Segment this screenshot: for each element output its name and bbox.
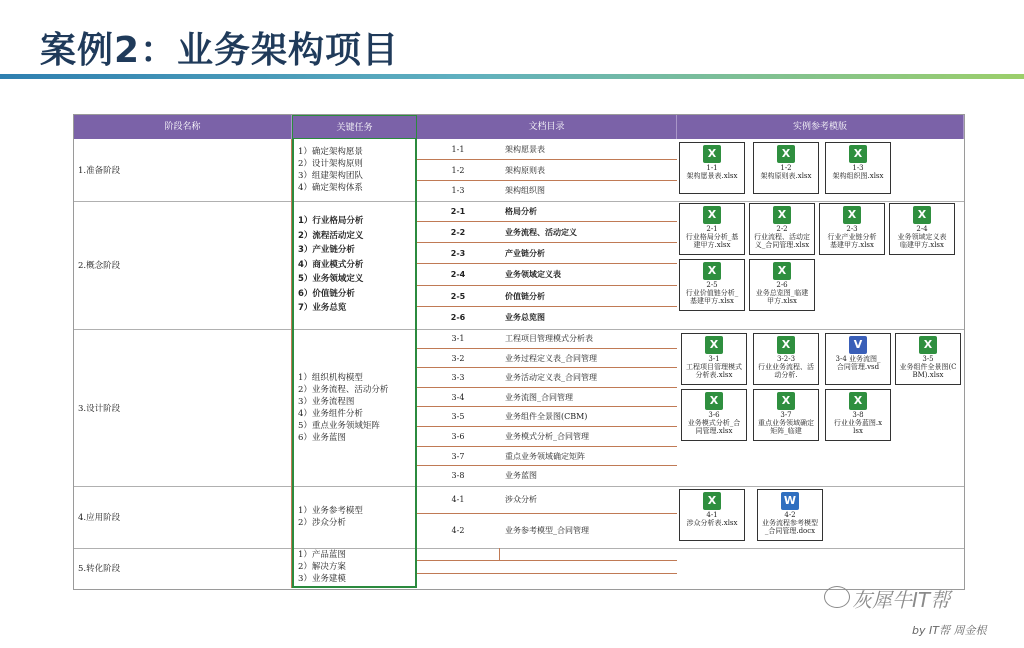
task-item: 2）流程活动定义 bbox=[298, 230, 364, 241]
excel-file-icon: X bbox=[703, 492, 721, 510]
task-item: 6）价值链分析 bbox=[298, 288, 355, 299]
excel-file-icon: X bbox=[705, 336, 723, 354]
task-item: 7）业务总览 bbox=[298, 303, 347, 314]
doc-row-empty bbox=[417, 561, 677, 574]
visio-file-icon: V bbox=[849, 336, 867, 354]
template-file[interactable]: X 3-6 业务模式分析_合 同管理.xlsx bbox=[681, 389, 747, 441]
template-file[interactable]: X 3-5 业务组件全景图(C BM).xlsx bbox=[895, 333, 961, 385]
template-file[interactable]: X 3-8 行业业务蓝图.x lsx bbox=[825, 389, 891, 441]
doc-row bbox=[417, 222, 677, 243]
stage-name: 2.概念阶段 bbox=[74, 201, 292, 329]
stage-tasks bbox=[292, 139, 417, 201]
template-cell bbox=[677, 201, 964, 329]
template-file[interactable]: V 3-4 业务流图_ 合同管理.vsd bbox=[825, 333, 891, 385]
template-cell bbox=[677, 329, 964, 486]
task-item: 4）商业模式分析 bbox=[298, 259, 364, 270]
doc-row-empty bbox=[417, 574, 677, 588]
task-item: 4）确定架构体系 bbox=[298, 183, 363, 193]
doc-number: 3-7 bbox=[451, 452, 465, 461]
doc-row-empty bbox=[417, 548, 677, 561]
task-item: 1）行业格局分析 bbox=[298, 216, 364, 227]
task-item: 2）业务流程、活动分析 bbox=[298, 384, 389, 395]
doc-title: 架构原则表 bbox=[505, 166, 545, 175]
template-file[interactable]: X 3-7 重点业务领域确定 矩阵_临建 bbox=[753, 389, 819, 441]
task-item: 1）业务参考模型 bbox=[298, 506, 363, 516]
doc-number: 2-4 bbox=[450, 270, 466, 279]
doc-number: 3-2 bbox=[451, 354, 465, 363]
doc-row bbox=[417, 139, 677, 160]
template-cell bbox=[677, 486, 964, 548]
wechat-icon bbox=[824, 586, 850, 608]
task-item: 6）业务蓝图 bbox=[298, 432, 346, 443]
doc-row bbox=[417, 201, 677, 222]
doc-number: 3-3 bbox=[451, 373, 465, 382]
word-file-icon: W bbox=[781, 492, 799, 510]
task-item: 5）业务领域定义 bbox=[298, 274, 364, 285]
doc-row bbox=[417, 307, 677, 329]
stage-name: 4.应用阶段 bbox=[74, 486, 292, 548]
doc-title: 涉众分析 bbox=[505, 495, 537, 504]
doc-number: 4-1 bbox=[451, 495, 465, 504]
stage-row-4 bbox=[74, 486, 964, 549]
doc-row bbox=[417, 447, 677, 466]
doc-row bbox=[417, 160, 677, 181]
template-file[interactable]: X 1-3 架构组织图.xlsx bbox=[825, 142, 891, 194]
doc-number: 1-3 bbox=[451, 186, 465, 195]
doc-title: 业务过程定义表_合同管理 bbox=[505, 354, 597, 363]
page-title: 案例2：业务架构项目 bbox=[40, 30, 400, 71]
template-cell bbox=[677, 139, 964, 201]
doc-number: 3-1 bbox=[451, 334, 465, 343]
doc-row bbox=[417, 181, 677, 201]
stage-row-2 bbox=[74, 201, 964, 330]
task-item: 3）产业链分析 bbox=[298, 245, 355, 256]
excel-file-icon: X bbox=[773, 206, 791, 224]
table-header bbox=[74, 115, 964, 139]
stage-tasks bbox=[292, 548, 417, 588]
doc-title: 业务流程、活动定义 bbox=[505, 228, 577, 237]
template-file[interactable]: X 2-3 行业产业链分析 基建甲方.xlsx bbox=[819, 203, 885, 255]
doc-title: 业务参考模型_合同管理 bbox=[505, 526, 589, 535]
stage-row-1 bbox=[74, 139, 964, 202]
doc-number: 3-6 bbox=[451, 432, 465, 441]
template-file[interactable]: W 4-2 业务流程参考模型 _合同管理.docx bbox=[757, 489, 823, 541]
stage-row-3 bbox=[74, 329, 964, 487]
header-templates: 实例参考模版 bbox=[677, 115, 964, 139]
template-file[interactable]: X 3-2-3 行业业务流程、活 动分析. bbox=[753, 333, 819, 385]
template-file[interactable]: X 3-1 工程项目管理模式 分析表.xlsx bbox=[681, 333, 747, 385]
excel-file-icon: X bbox=[773, 262, 791, 280]
doc-row bbox=[417, 407, 677, 427]
task-item: 2）解决方案 bbox=[298, 562, 346, 572]
stage-name: 3.设计阶段 bbox=[74, 329, 292, 486]
template-file[interactable]: X 2-6 业务总览图_临建 甲方.xlsx bbox=[749, 259, 815, 311]
task-item: 1）产品蓝图 bbox=[298, 550, 346, 560]
template-file[interactable]: X 2-2 行业流程、活动定 义_合同管理.xlsx bbox=[749, 203, 815, 255]
header-docs: 文档目录 bbox=[417, 115, 677, 139]
stage-tasks bbox=[292, 486, 417, 548]
task-item: 2）涉众分析 bbox=[298, 518, 346, 528]
excel-file-icon: X bbox=[703, 145, 721, 163]
doc-number: 3-8 bbox=[451, 471, 465, 480]
stage-row-5 bbox=[74, 548, 964, 588]
task-item: 3）业务建模 bbox=[298, 574, 346, 584]
header-tasks[interactable]: 关键任务 bbox=[292, 115, 417, 139]
template-file[interactable]: X 1-1 架构愿景表.xlsx bbox=[679, 142, 745, 194]
stage-name: 5.转化阶段 bbox=[74, 548, 292, 588]
doc-title: 业务组件全景图(CBM) bbox=[505, 412, 588, 421]
doc-title: 工程项目管理模式分析表 bbox=[505, 334, 593, 343]
doc-title: 架构愿景表 bbox=[505, 145, 545, 154]
spreadsheet-table bbox=[73, 114, 965, 590]
doc-row bbox=[417, 368, 677, 388]
doc-title: 价值链分析 bbox=[505, 292, 545, 301]
template-cell bbox=[677, 548, 964, 588]
stage-tasks bbox=[292, 201, 417, 329]
doc-number: 2-2 bbox=[450, 228, 466, 237]
doc-title: 业务总览图 bbox=[505, 313, 545, 322]
doc-title: 重点业务领域确定矩阵 bbox=[505, 452, 585, 461]
doc-row bbox=[417, 243, 677, 264]
doc-number: 2-3 bbox=[450, 249, 466, 258]
excel-file-icon: X bbox=[777, 336, 795, 354]
doc-title: 产业链分析 bbox=[505, 249, 545, 258]
doc-row bbox=[417, 264, 677, 286]
doc-title: 业务模式分析_合同管理 bbox=[505, 432, 589, 441]
excel-file-icon: X bbox=[843, 206, 861, 224]
doc-number: 1-2 bbox=[451, 166, 465, 175]
doc-number: 3-4 bbox=[451, 393, 465, 402]
task-item: 4）业务组件分析 bbox=[298, 408, 363, 419]
doc-row bbox=[417, 514, 677, 548]
excel-file-icon: X bbox=[919, 336, 937, 354]
doc-row bbox=[417, 427, 677, 447]
stage-name: 1.准备阶段 bbox=[74, 139, 292, 201]
doc-title: 业务活动定义表_合同管理 bbox=[505, 373, 597, 382]
template-file[interactable]: X 1-2 架构原则表.xlsx bbox=[753, 142, 819, 194]
template-file[interactable]: X 2-1 行业格局分析_基 建甲方.xlsx bbox=[679, 203, 745, 255]
excel-file-icon: X bbox=[849, 145, 867, 163]
task-item: 2）设计架构原则 bbox=[298, 159, 363, 169]
doc-number: 2-5 bbox=[450, 292, 466, 301]
doc-title: 业务蓝图 bbox=[505, 471, 537, 480]
watermark: 灰犀牛IT帮 bbox=[852, 588, 951, 612]
doc-title: 业务领域定义表 bbox=[505, 270, 561, 279]
excel-file-icon: X bbox=[913, 206, 931, 224]
excel-file-icon: X bbox=[777, 392, 795, 410]
doc-title: 架构组织图 bbox=[505, 186, 545, 195]
doc-row bbox=[417, 329, 677, 349]
task-item: 5）重点业务领域矩阵 bbox=[298, 420, 380, 431]
excel-file-icon: X bbox=[703, 206, 721, 224]
doc-title: 格局分析 bbox=[505, 207, 537, 216]
excel-file-icon: X bbox=[705, 392, 723, 410]
template-file[interactable]: X 4-1 涉众分析表.xlsx bbox=[679, 489, 745, 541]
task-item: 1）确定架构愿景 bbox=[298, 147, 363, 157]
doc-title: 业务流图_合同管理 bbox=[505, 393, 573, 402]
doc-row bbox=[417, 388, 677, 407]
doc-number: 2-6 bbox=[450, 313, 466, 322]
title-underline bbox=[0, 74, 1024, 79]
excel-file-icon: X bbox=[849, 392, 867, 410]
stage-tasks bbox=[292, 329, 417, 486]
doc-row bbox=[417, 286, 677, 307]
doc-number: 4-2 bbox=[451, 526, 465, 535]
doc-number: 3-5 bbox=[451, 412, 465, 421]
excel-file-icon: X bbox=[777, 145, 795, 163]
task-item: 1）组织机构模型 bbox=[298, 372, 363, 383]
doc-row bbox=[417, 349, 677, 368]
doc-row bbox=[417, 486, 677, 514]
header-stage: 阶段名称 bbox=[74, 115, 292, 139]
template-file[interactable]: X 2-5 行业价值链分析_ 基建甲方.xlsx bbox=[679, 259, 745, 311]
task-item: 3）组建架构团队 bbox=[298, 171, 363, 181]
excel-file-icon: X bbox=[703, 262, 721, 280]
task-item: 3）业务流程图 bbox=[298, 396, 355, 407]
byline: by IT帮 周金根 bbox=[912, 624, 987, 637]
doc-number: 2-1 bbox=[450, 207, 466, 216]
template-file[interactable]: X 2-4 业务领域定义表 临建甲方.xlsx bbox=[889, 203, 955, 255]
doc-row bbox=[417, 466, 677, 486]
doc-number: 1-1 bbox=[451, 145, 465, 154]
